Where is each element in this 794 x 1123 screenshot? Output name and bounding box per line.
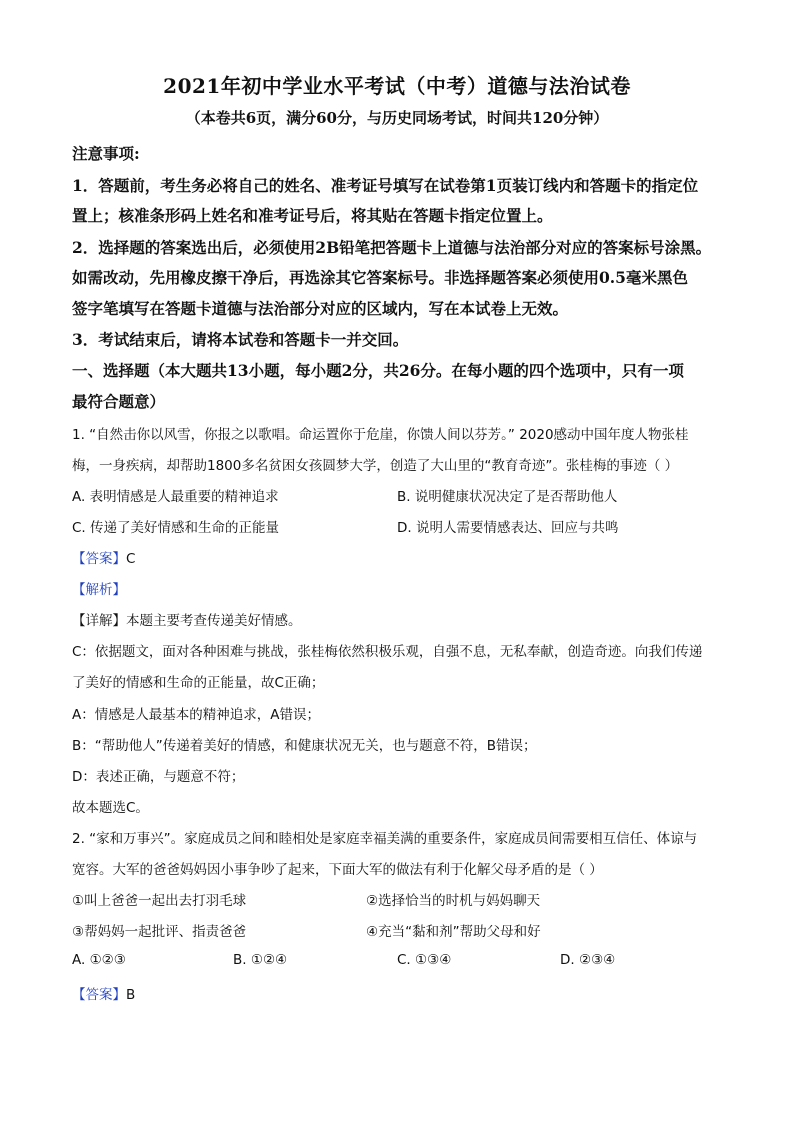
q1-option-c: C. 传递了美好情感和生命的正能量 bbox=[72, 520, 280, 536]
question-1-stem-cont: 梅，一身疾病，却帮助1800多名贫困女孩圆梦大学，创造了大山里的“教育奇迹”。张桂梅的事迹（ ） bbox=[72, 458, 679, 474]
q1-detail: 【详解】本题主要考查传递美好情感。 bbox=[72, 613, 302, 629]
q1-analysis-tag: 【解析】 bbox=[72, 582, 126, 598]
q2-option-b: B. ①②④ bbox=[233, 952, 288, 968]
q2-item-1: ①叫上爸爸一起出去打羽毛球 bbox=[72, 893, 247, 909]
question-2-stem: 2. “家和万事兴”。家庭成员之间和睦相处是家庭幸福美满的重要条件，家庭成员间需要相互信任、体谅与 bbox=[72, 831, 698, 847]
section-heading-cont: 最符合题意） bbox=[72, 392, 166, 411]
answer-value: C bbox=[126, 551, 136, 567]
q1-option-d: D. 说明人需要情感表达、回应与共鸣 bbox=[397, 520, 619, 536]
q1-explanation: 了美好的情感和生命的正能量，故C正确； bbox=[72, 675, 325, 691]
notes-line: 签字笔填写在答题卡道德与法治部分对应的区域内，写在本试卷上无效。 bbox=[72, 299, 569, 318]
answer-value: B bbox=[126, 987, 136, 1003]
notes-line: 3．考试结束后，请将本试卷和答题卡一并交回。 bbox=[72, 330, 409, 349]
q2-option-c: C. ①③④ bbox=[397, 952, 452, 968]
page-subtitle: （本卷共6页，满分60分，与历史同场考试，时间共120分钟） bbox=[185, 109, 609, 127]
q1-conclusion: 故本题选C。 bbox=[72, 800, 149, 816]
notes-line: 置上；核准条形码上姓名和准考证号后，将其贴在答题卡指定位置上。 bbox=[72, 206, 553, 225]
q1-explanation: D：表述正确，与题意不符； bbox=[72, 769, 245, 785]
q2-item-4: ④充当“黏和剂”帮助父母和好 bbox=[366, 924, 541, 940]
notes-line: 2．选择题的答案选出后，必须使用2B铅笔把答题卡上道德与法治部分对应的答案标号涂黑。 bbox=[72, 238, 712, 257]
q2-item-3: ③帮妈妈一起批评、指责爸爸 bbox=[72, 924, 247, 940]
notes-heading: 注意事项: bbox=[72, 144, 140, 163]
q2-option-d: D. ②③④ bbox=[560, 952, 616, 968]
page-title: 2021年初中学业水平考试（中考）道德与法治试卷 bbox=[163, 74, 631, 98]
q2-answer bbox=[72, 983, 732, 1003]
q1-explanation: A：情感是人最基本的精神追求，A错误； bbox=[72, 707, 320, 723]
question-2-stem-cont: 宽容。大军的爸爸妈妈因小事争吵了起来，下面大军的做法有利于化解父母矛盾的是（ ） bbox=[72, 862, 603, 878]
q1-option-b: B. 说明健康状况决定了是否帮助他人 bbox=[397, 489, 618, 505]
answer-tag: 【答案】 bbox=[72, 987, 126, 1003]
q2-item-2: ②选择恰当的时机与妈妈聊天 bbox=[366, 893, 541, 909]
q2-option-a: A. ①②③ bbox=[72, 952, 126, 968]
q1-option-a: A. 表明情感是人最重要的精神追求 bbox=[72, 489, 279, 505]
section-heading: 一、选择题（本大题共13小题，每小题2分，共26分。在每小题的四个选项中，只有一项 bbox=[72, 361, 684, 380]
answer-tag: 【答案】 bbox=[72, 551, 126, 567]
question-1-stem: 1. “自然击你以风雪，你报之以歌唱。命运置你于危崖，你馈人间以芬芳。” 2020感动中国年度人物张桂 bbox=[72, 427, 689, 443]
notes-line: 1．答题前，考生务必将自己的姓名、准考证号填写在试卷第1页装订线内和答题卡的指定位 bbox=[72, 176, 699, 195]
notes-line: 如需改动，先用橡皮擦干净后，再选涂其它答案标号。非选择题答案必须使用0.5毫米黑色 bbox=[72, 268, 688, 287]
q1-explanation: C：依据题文，面对各种困难与挑战，张桂梅依然积极乐观，自强不息，无私奉献，创造奇迹。向我们传递 bbox=[72, 644, 703, 660]
q1-answer bbox=[72, 547, 732, 567]
q1-explanation: B：“帮助他人”传递着美好的情感，和健康状况无关，也与题意不符，B错误； bbox=[72, 738, 537, 754]
